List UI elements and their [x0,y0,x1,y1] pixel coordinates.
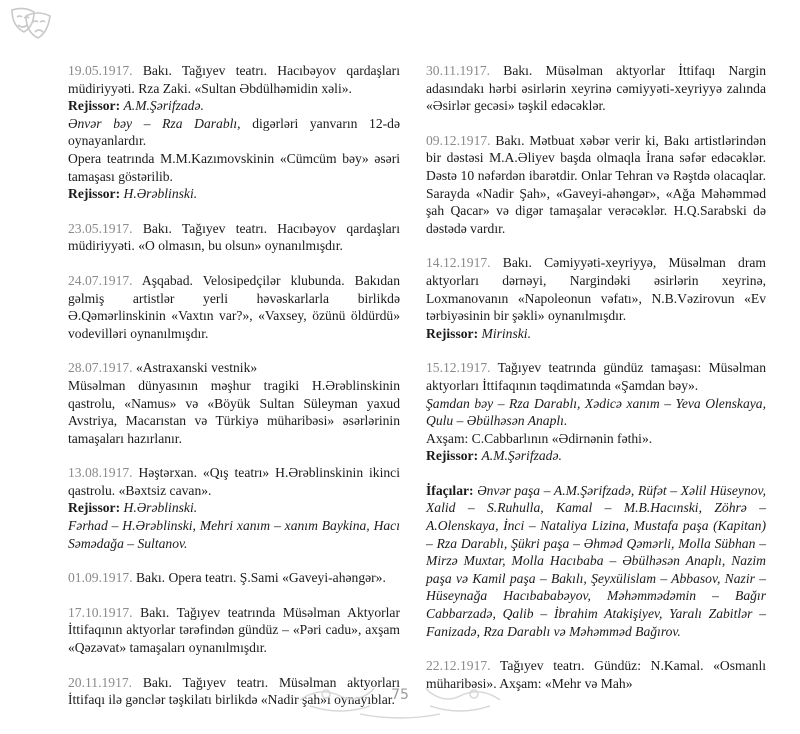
entry-text: digərləri yanvarın 12-də oynayanlardır. [68,115,401,149]
entry-text: Bakı. Opera teatrı. Ş.Sami «Gaveyi-ahəngər». [132,570,386,586]
entry-date: 23.05.1917. [68,220,133,236]
entry-paragraph [426,447,766,465]
chronicle-entry [68,569,400,587]
entry-text: Axşam: C.Cabbarlının «Ədirnənin fəthi». [426,430,653,446]
entry-paragraph [426,482,766,640]
entry-text: Bakı. Cəmiyyəti-xeyriyyə, Müsəlman dram aktyorları dərnəyi, Nargindəki əsirlərin xeyrinə, Loxmanovanın «Napoleonun vəfatı», N.B.Vəzirovun «Ev tərbiyəsinin bir şəkli» oynanılmışdır. [426,255,766,324]
italic-text: A.M.Şərifzadə. [123,98,204,114]
role-label: Rejissor: [68,500,124,516]
entry-date: 01.09.1917. [68,570,133,586]
entry-paragraph [68,569,400,587]
entry-text: Həştərxan. «Qış teatrı» H.Ərəblinskinin ikinci qastrolu. «Bəxtsiz cavan». [68,465,400,498]
page-number: 75 [391,687,409,703]
entry-paragraph [426,395,766,430]
entry-paragraph [68,220,400,255]
chronicle-entry [426,62,766,115]
entry-date: 17.10.1917. [68,604,133,620]
chronicle-entry [426,482,766,640]
entry-paragraph [68,150,400,185]
entry-date: 24.07.1917. [68,272,133,288]
entry-paragraph [426,325,766,343]
chronicle-entry [426,254,766,342]
entry-paragraph [68,517,400,552]
entry-paragraph [426,254,766,324]
entry-date: 09.12.1917. [426,132,491,148]
entry-paragraph [68,377,400,447]
role-label: İfaçılar: [426,482,478,498]
entry-text: Tağıyev teatrında gündüz tamaşası: Müsəlman aktyorları İttifaqının təqdimatında «Şamdan bəy». [426,360,766,393]
entry-date: 30.11.1917. [426,63,491,78]
italic-text: A.M.Şərifzadə. [481,448,562,464]
entry-paragraph [68,464,400,499]
entry-text: Tağıyev teatrı. Gündüz: N.Kamal. «Osmanlı müharibəsi». Axşam: «Mehr və Mah» [426,658,766,691]
entry-text: Bakı. Mətbuat xəbər verir ki, Bakı artistlərindən bir dəstəsi M.A.Əliyev başda olmaqla İrana səfər edəcəklər. Dəstə 10 nəfərdən ibarətdir. Onlar Tehran və Rəştdə olacaqlar. Sarayda «Nadir Şah», «Gaveyi-ahəngər», «Ağa Məhəmməd şah Qacar» və digər tamaşalar verəcəklər. H.Q.Sarabski də dəstədə vardır. [426,132,766,236]
entry-date: 15.12.1917. [426,360,491,376]
entry-date: 20.11.1917. [68,674,133,690]
role-label: Rejissor: [68,98,124,114]
entry-text: Bakı. Tağıyev teatrı. Hacıbəyov qardaşları müdiriyyəti. «O olmasın, bu olsun» oynanılmışdır. [68,220,400,254]
entry-paragraph [68,359,400,377]
entry-text: Bakı. Tağıyev teatrı. Müsəlman aktyorları İttifaqı ilə gənclər təşkilatı birlikdə «Nadir şah»ı oynayıblar. [68,674,400,708]
entry-date: 13.08.1917. [68,465,133,481]
chronicle-entry [68,220,400,255]
entry-paragraph [68,272,400,342]
entry-date: 28.07.1917. [68,360,133,376]
entry-text: Opera teatrında M.M.Kazımovskinin «Cümcüm bəy» əsəri tamaşası göstərilib. [68,150,400,184]
italic-text: H.Ərəblinski. [123,186,198,202]
entry-paragraph [426,132,766,238]
entry-paragraph [426,359,766,394]
entry-paragraph [68,185,400,203]
chronicle-entry [68,464,400,552]
entry-paragraph [68,62,400,97]
chronicle-entry [68,604,400,657]
entry-paragraph [426,430,766,448]
entry-paragraph [426,62,766,115]
entry-paragraph [68,604,400,657]
chronicle-entry [68,272,400,342]
entry-text: Bakı. Tağıyev teatrında Müsəlman Aktyorlar İttifaqının aktyorlar tərəfindən gündüz – «Pəri cadu», axşam «Qəzəvat» tamaşaları oynanılmışdır. [68,604,400,656]
entry-paragraph [68,499,400,517]
italic-text: Fərhad – H.Ərəblinski, Mehri xanım – xanım Baykina, Hacı Səmədağa – Sultanov. [68,518,400,551]
theatre-masks-logo [6,4,56,48]
chronicle-entry [426,359,766,465]
entry-text: Bakı. Tağıyev teatrı. Hacıbəyov qardaşları müdiriyyəti. Rza Zaki. «Sultan Əbdülhəmidin xəli». [68,63,400,96]
italic-text: Mirinski. [481,325,531,341]
entry-date: 22.12.1917. [426,658,491,674]
chronicle-entry [68,359,400,447]
italic-text: Ənvər bəy – Rza Darablı, [68,115,241,131]
entry-text: «Astraxanski vestnik» [132,360,258,376]
left-column [68,62,400,726]
italic-text: Şamdan bəy – Rza Darablı, Xədicə xanım – Yeva Olenskaya, Qulu – Əbülhəsən Anaplı. [426,395,766,429]
role-label: Rejissor: [426,448,482,464]
entry-date: 14.12.1917. [426,255,491,271]
role-label: Rejissor: [426,325,482,341]
entry-date: 19.05.1917. [68,63,133,78]
role-label: Rejissor: [68,186,124,202]
right-column [426,62,766,709]
chronicle-entry [426,132,766,238]
entry-text: Müsəlman dünyasının məşhur tragiki H.Ərəblinskinin qastrolu, «Namus» və «Böyük Sultan Süleyman yaxud Avstriya, Macarıstan və Türkiyə müharibəsi» əsərlərinin tamaşaları hazırlanır. [68,377,400,446]
chronicle-entry [68,62,400,203]
entry-paragraph [68,115,400,150]
italic-text: H.Ərəblinski. [123,500,198,516]
entry-paragraph [68,97,400,115]
italic-text: Ənvər paşa – A.M.Şərifzadə, Rüfət – Xəlil Hüseynov, Xalid – S.Ruhulla, Kamal – M.B.Hacınski, Zöhrə – A.Olenskaya, İnci – Nataliya Lizina, Mustafa paşa (Kapitan) – Rza Darablı, Şükri paşa – Əhməd Qəmərli, Molla Sübhan – Mirzə Muxtar, Molla Hacıbaba – Əbülhəsən Anaplı, Nazim paşa və Kamil paşa – Bakılı, Şeyxülislam – Abbasov, Nazir – Hüseynağa Hacıbababəyov, Məhəmmədəmin – Bağır Cabbarzadə, Qalib – İbrahim Atakişiyev, Yaralı Zabitlər – Fanizadə, Rza Darablı və Məhəmməd Bağırov. [426,482,766,639]
entry-text: Bakı. Müsəlman aktyorlar İttifaqı Nargin adasındakı hərbi əsirlərin xeyrinə cəmiyyəti-xeyriyyə zalında «Əsirlər gecəsi» təşkil edəcəklər. [426,63,766,114]
entry-text: Aşqabad. Velosipedçilər klubunda. Bakıdan gəlmiş artistlər yerli həvəskarlarla birlikdə Ə.Qəmərlinskinin «Vaxtın var?», «Vaxsey, özünü öldürdü» vodevilləri oynanılmışdır. [68,272,400,341]
